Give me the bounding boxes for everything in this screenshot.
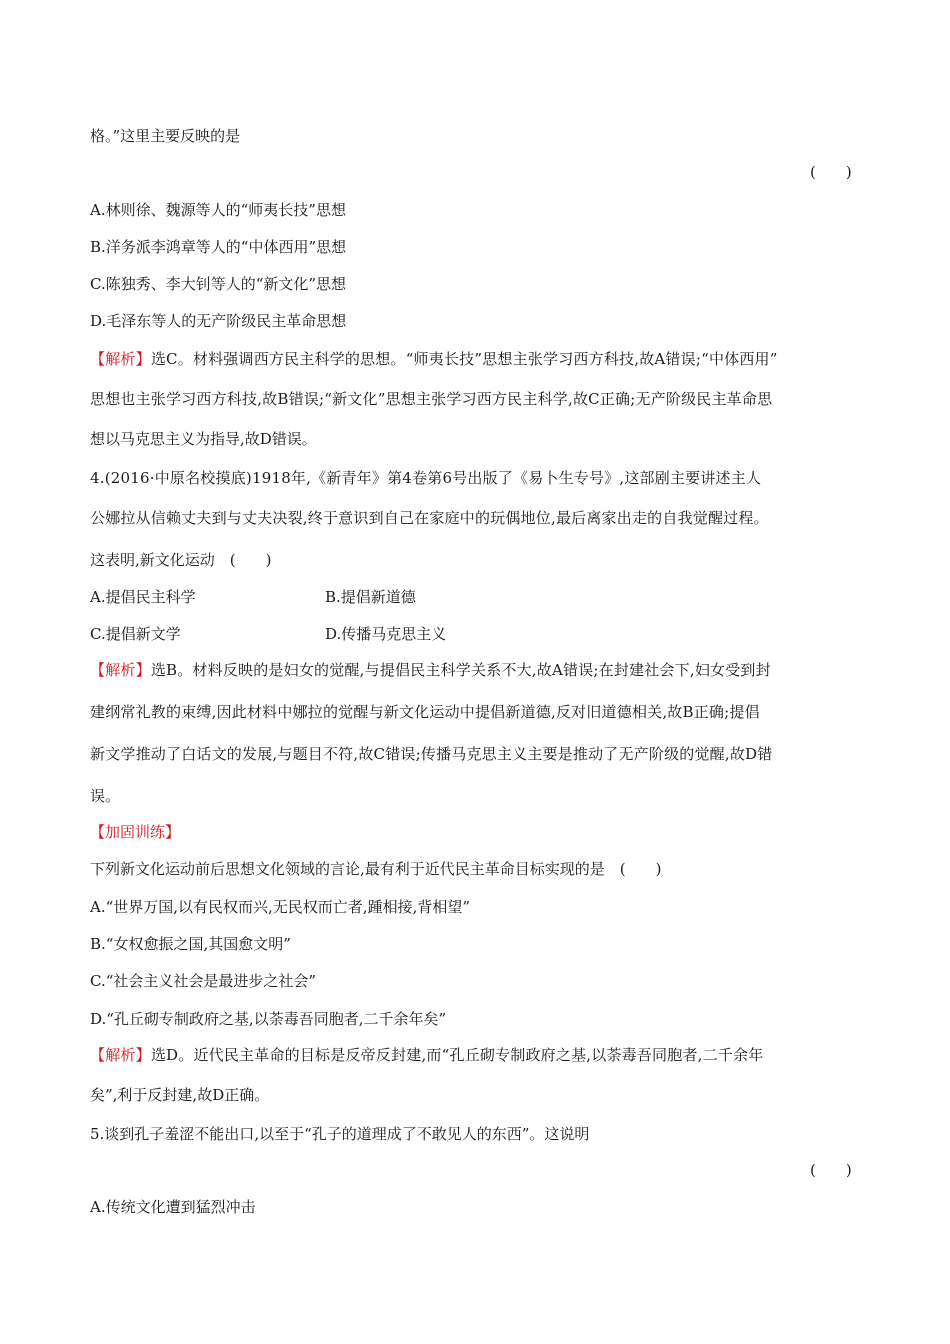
reinforce-option-b: B.“女权愈振之国,其国愈文明”	[90, 935, 291, 953]
reinforce-analysis-line-1	[90, 1045, 763, 1065]
q3-analysis-line-3: 想以马克思主义为指导,故D错误。	[90, 430, 317, 448]
reinforce-analysis-tag: 【解析】	[90, 1046, 151, 1064]
q4-option-d: D.传播马克思主义	[325, 625, 447, 643]
q4-stem-line-3: 这表明,新文化运动 ( )	[90, 551, 272, 569]
q3-analysis-line-1	[90, 349, 778, 369]
q5-option-a: A.传统文化遭到猛烈冲击	[90, 1198, 256, 1216]
q4-option-c: C.提倡新文学	[90, 625, 181, 643]
q3-option-a: A.林则徐、魏源等人的“师夷长技”思想	[90, 201, 346, 219]
q4-analysis-line-4: 误。	[90, 787, 121, 805]
q3-analysis-line-2: 思想也主张学习西方科技,故B错误;“新文化”思想主张学习西方民主科学,故C正确;无产阶级民主革命思	[90, 390, 773, 408]
q3-option-b: B.洋务派李鸿章等人的“中体西用”思想	[90, 238, 347, 256]
reinforce-stem: 下列新文化运动前后思想文化领域的言论,最有利于近代民主革命目标实现的是 ( )	[90, 860, 662, 878]
reinforce-analysis-line-2: 矣”,利于反封建,故D正确。	[90, 1086, 270, 1104]
q4-stem-line-1: 4.(2016·中原名校摸底)1918年,《新青年》第4卷第6号出版了《易卜生专号》,这部剧主要讲述主人	[90, 469, 762, 487]
q3-stem-tail: 格。”这里主要反映的是	[90, 127, 241, 145]
q4-analysis-line-3: 新文学推动了白话文的发展,与题目不符,故C错误;传播马克思主义主要是推动了无产阶级的觉醒,故D错	[90, 745, 773, 763]
q5-stem: 5.谈到孔子羞涩不能出口,以至于“孔子的道理成了不敢见人的东西”。这说明	[90, 1125, 590, 1143]
reinforce-option-a: A.“世界万国,以有民权而兴,无民权而亡者,踵相接,背相望”	[90, 898, 471, 916]
q3-option-d: D.毛泽东等人的无产阶级民主革命思想	[90, 312, 347, 330]
reinforce-option-d: D.“孔丘砌专制政府之基,以荼毒吾同胞者,二千余年矣”	[90, 1010, 447, 1028]
q4-stem-line-2: 公娜拉从信赖丈夫到与丈夫决裂,终于意识到自己在家庭中的玩偶地位,最后离家出走的自我觉醒过程。	[90, 509, 769, 527]
q3-analysis-tag: 【解析】	[90, 350, 151, 368]
q4-analysis-line-1	[90, 660, 771, 680]
q4-analysis-tag: 【解析】	[90, 661, 151, 679]
reinforce-heading: 【加固训练】	[90, 823, 181, 841]
q5-answer-paren: ( )	[810, 1161, 852, 1179]
q3-analysis-text-1: 选C。材料强调西方民主科学的思想。“师夷长技”思想主张学习西方科技,故A错误;“中体西用”	[150, 350, 778, 368]
q3-answer-paren: ( )	[810, 163, 852, 181]
q3-option-c: C.陈独秀、李大钊等人的“新文化”思想	[90, 275, 347, 293]
q4-option-a: A.提倡民主科学	[90, 588, 196, 606]
q4-option-b: B.提倡新道德	[325, 588, 416, 606]
q4-analysis-text-1: 选B。材料反映的是妇女的觉醒,与提倡民主科学关系不大,故A错误;在封建社会下,妇女受到封	[150, 661, 771, 679]
q4-analysis-line-2: 建纲常礼教的束缚,因此材料中娜拉的觉醒与新文化运动中提倡新道德,反对旧道德相关,故B正确;提倡	[90, 703, 760, 721]
reinforce-option-c: C.“社会主义社会是最进步之社会”	[90, 972, 317, 990]
reinforce-analysis-text-1: 选D。近代民主革命的目标是反帝反封建,而“孔丘砌专制政府之基,以荼毒吾同胞者,二千余年	[150, 1046, 764, 1064]
